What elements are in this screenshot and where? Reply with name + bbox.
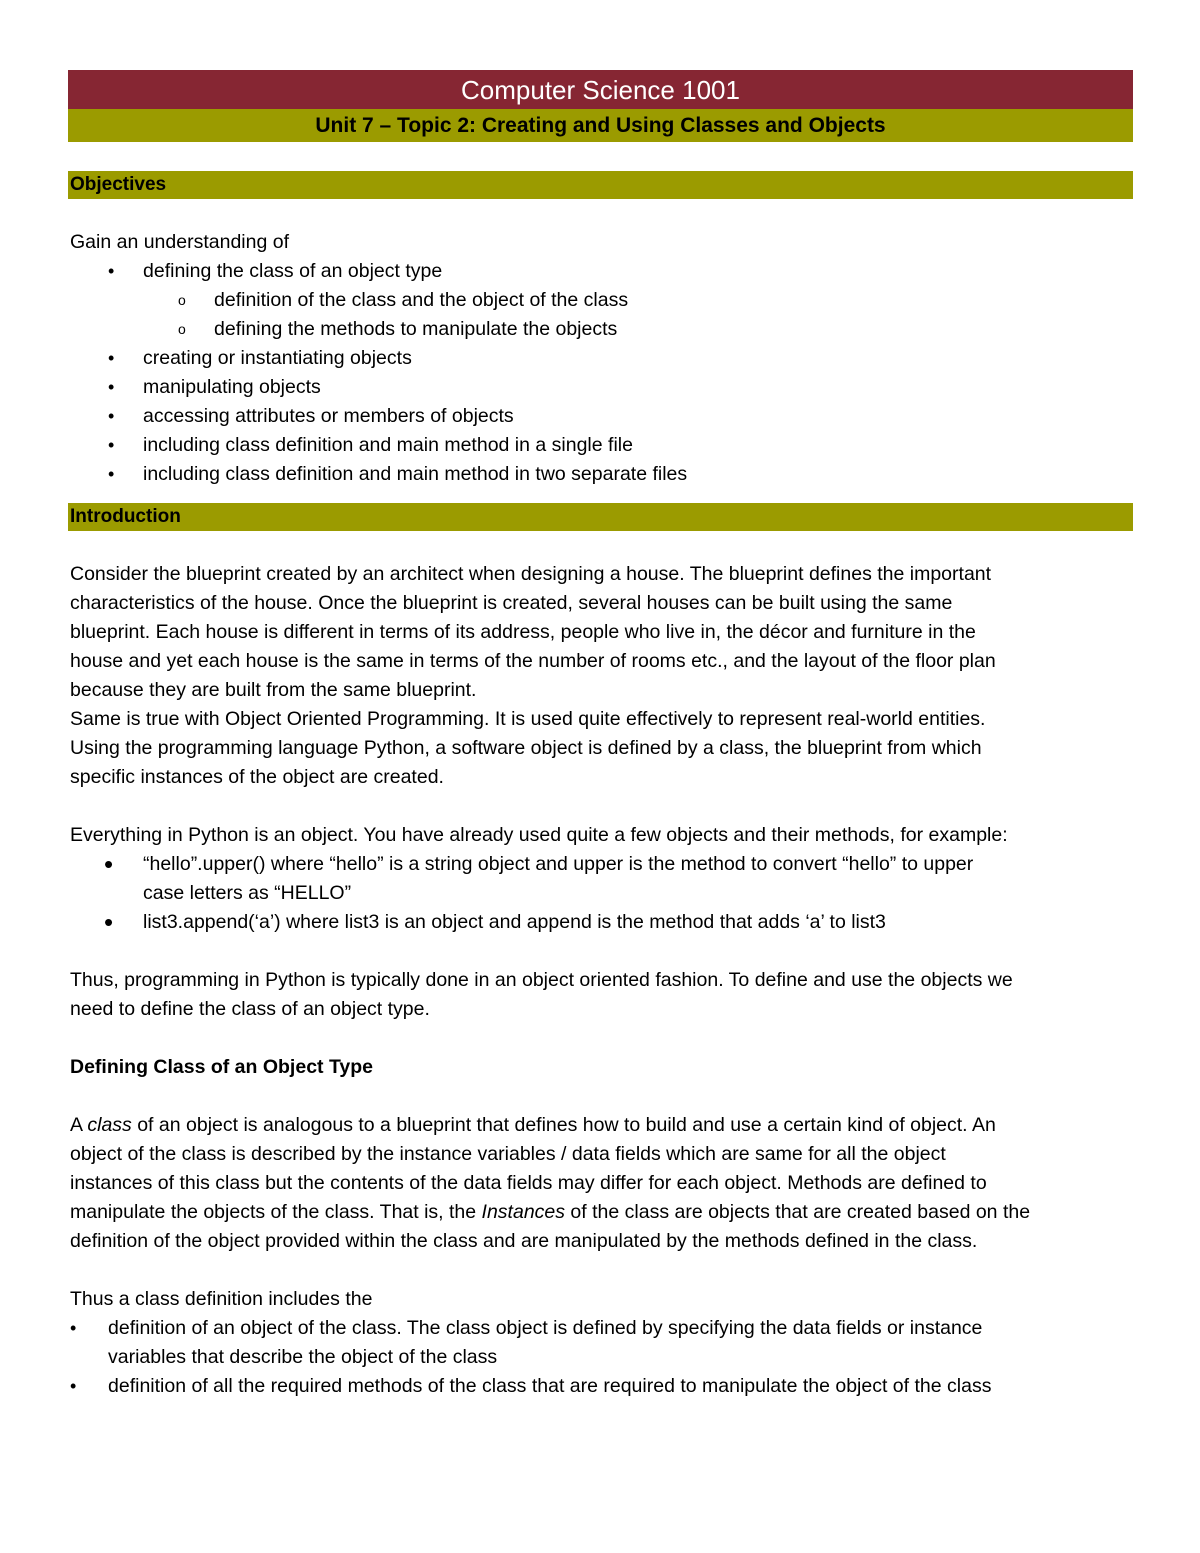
examples-list bbox=[68, 850, 1133, 937]
document-page bbox=[68, 70, 1133, 1401]
text-span: of the class are objects that are created based on the bbox=[565, 1201, 1031, 1223]
text-span: A bbox=[70, 1114, 88, 1136]
list-item: • list3.append(‘a’) where list3 is an object and append is the method that adds ‘a’ to list3 bbox=[70, 908, 1133, 937]
list-item bbox=[70, 850, 1133, 908]
text-line: characteristics of the house. Once the blueprint is created, several houses can be built using the same bbox=[70, 592, 953, 614]
class-includes-intro: Thus a class definition includes the bbox=[70, 1288, 373, 1310]
text-line: • “hello”.upper() where “hello” is a string object and upper is the method to convert “hello” to upper bbox=[143, 853, 974, 875]
text-line: • definition of an object of the class. The class object is defined by specifying the data fields or instance bbox=[108, 1317, 983, 1339]
list-item: • manipulating objects bbox=[70, 373, 1133, 402]
list-item: • defining the class of an object type bbox=[70, 257, 1133, 286]
list-item: • including class definition and main method in two separate files bbox=[70, 460, 1133, 489]
text-line: Using the programming language Python, a software object is defined by a class, the blueprint from which bbox=[70, 737, 982, 759]
text-line bbox=[70, 1111, 1133, 1140]
text-line: variables that describe the object of the class bbox=[108, 1346, 498, 1368]
objectives-list bbox=[68, 257, 1133, 489]
class-includes-list bbox=[68, 1314, 1133, 1401]
text-line: Thus, programming in Python is typically done in an object oriented fashion. To define and use the objects we bbox=[70, 969, 1013, 991]
objectives-heading: Objectives bbox=[68, 171, 1133, 199]
list-item: o defining the methods to manipulate the objects bbox=[70, 315, 1133, 344]
list-item: o definition of the class and the object of the class bbox=[70, 286, 1133, 315]
emphasis-instances: Instances bbox=[481, 1201, 566, 1223]
list-item: • accessing attributes or members of objects bbox=[70, 402, 1133, 431]
text-line bbox=[70, 1198, 1133, 1227]
text-line: instances of this class but the contents of the data fields may differ for each object. Methods are defined to bbox=[70, 1172, 987, 1194]
list-item bbox=[70, 1314, 1133, 1372]
text-line: need to define the class of an object type. bbox=[70, 998, 430, 1020]
text-line: Same is true with Object Oriented Programming. It is used quite effectively to represent real-world entities. bbox=[70, 708, 986, 730]
defining-class-heading: Defining Class of an Object Type bbox=[70, 1056, 374, 1078]
list-item: • definition of all the required methods of the class that are required to manipulate the object of the class bbox=[70, 1372, 1133, 1401]
text-line: object of the class is described by the instance variables / data fields which are same for all the object bbox=[70, 1143, 946, 1165]
objectives-intro: Gain an understanding of bbox=[70, 231, 289, 253]
text-line: because they are built from the same blueprint. bbox=[70, 679, 477, 701]
class-definition-paragraph bbox=[68, 1111, 1133, 1256]
text-line: definition of the object provided within the class and are manipulated by the methods defined in the class. bbox=[70, 1230, 978, 1252]
python-objects-paragraph: Everything in Python is an object. You have already used quite a few objects and their methods, for example: bbox=[70, 824, 1008, 846]
text-line: blueprint. Each house is different in terms of its address, people who live in, the décor and furniture in the bbox=[70, 621, 976, 643]
emphasis-class: class bbox=[87, 1114, 132, 1136]
introduction-paragraph bbox=[68, 560, 1133, 792]
summary-paragraph bbox=[68, 966, 1133, 1024]
text-line: Consider the blueprint created by an architect when designing a house. The blueprint defines the important bbox=[70, 563, 992, 585]
text-span: of an object is analogous to a blueprint that defines how to build and use a certain kind of object. An bbox=[131, 1114, 996, 1136]
text-line: specific instances of the object are created. bbox=[70, 766, 444, 788]
list-item: • including class definition and main method in a single file bbox=[70, 431, 1133, 460]
text-span: manipulate the objects of the class. That is, the bbox=[70, 1201, 482, 1223]
document-title: Computer Science 1001 bbox=[68, 70, 1133, 109]
text-line: case letters as “HELLO” bbox=[143, 882, 352, 904]
text-line: house and yet each house is the same in terms of the number of rooms etc., and the layout of the floor plan bbox=[70, 650, 996, 672]
introduction-heading: Introduction bbox=[68, 503, 1133, 531]
document-subtitle: Unit 7 – Topic 2: Creating and Using Classes and Objects bbox=[68, 109, 1133, 142]
list-item: • creating or instantiating objects bbox=[70, 344, 1133, 373]
